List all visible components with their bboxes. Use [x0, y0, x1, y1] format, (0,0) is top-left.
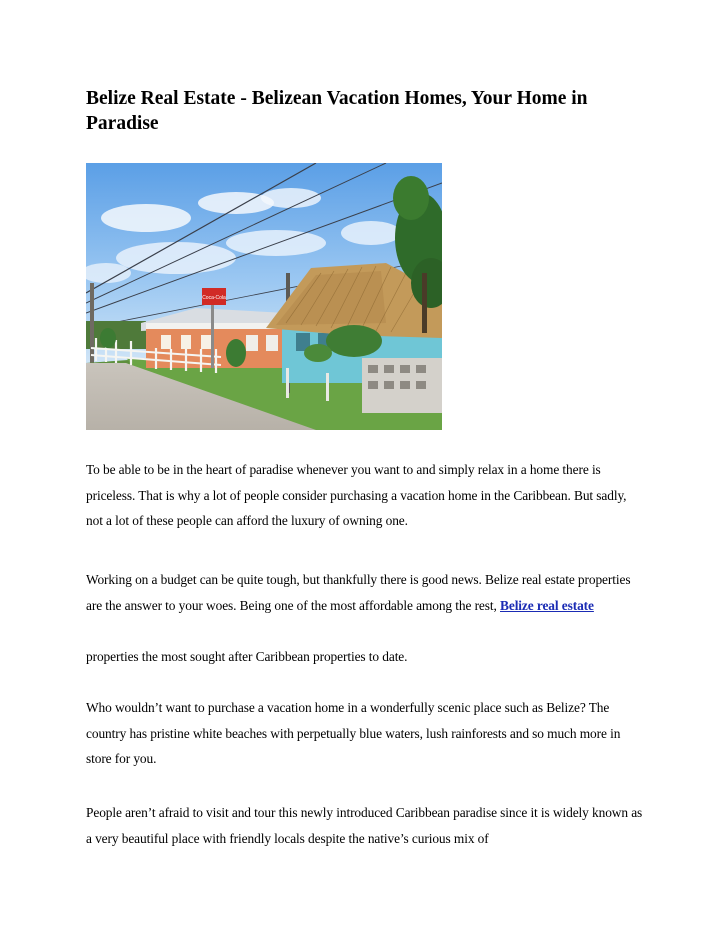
paragraph-4: People aren’t afraid to visit and tour this newly introduced Caribbean paradise since it is widely known as a very beautiful place with friendly locals despite the native’s curious mix of	[86, 805, 643, 846]
coca-cola-sign: Coca-Cola	[202, 295, 226, 301]
paragraph-2	[86, 567, 646, 618]
document-title: Belize Real Estate - Belizean Vacation Homes, Your Home in Paradise	[86, 88, 588, 134]
belize-house-photo	[86, 163, 442, 430]
paragraph-1: To be able to be in the heart of paradise whenever you want to and simply relax in a home there is priceless. That is why a lot of people consider purchasing a vacation home in the Caribbean. But sadly, not a lot of these people can afford the luxury of owning one.	[86, 462, 627, 528]
paragraph-3: Who wouldn’t want to purchase a vacation home in a wonderfully scenic place such as Belize? The country has pristine white beaches with perpetually blue waters, lush rainforests and so much more in store for you.	[86, 700, 621, 766]
paragraph-2-text: Working on a budget can be quite tough, but thankfully there is good news. Belize real estate properties are the answer to your woes. Being one of the most affordable among the rest,	[86, 572, 631, 613]
paragraph-2-continued: properties the most sought after Caribbean properties to date.	[86, 649, 408, 664]
belize-real-estate-link[interactable]: Belize real estate	[500, 597, 594, 613]
